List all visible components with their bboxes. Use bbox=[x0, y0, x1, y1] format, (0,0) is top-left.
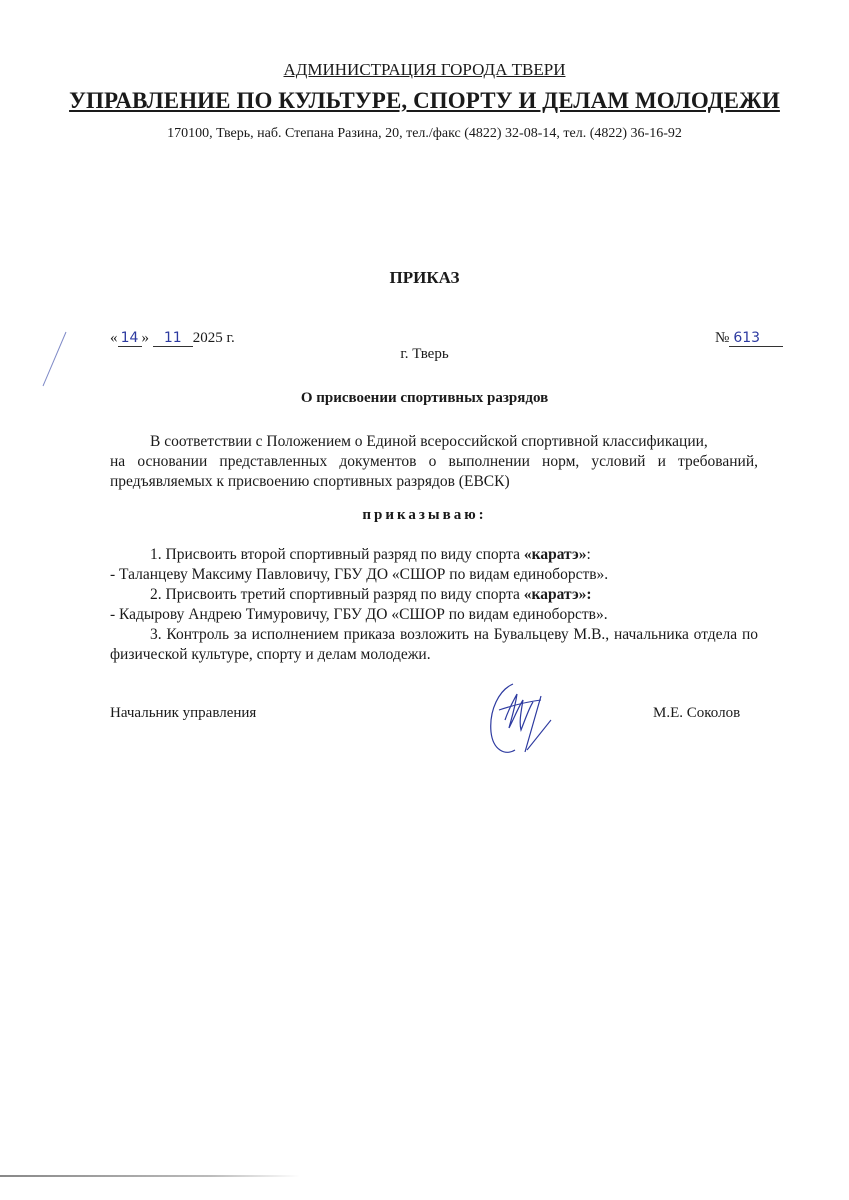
order-item-2 bbox=[110, 585, 758, 605]
item-tail: : bbox=[586, 546, 591, 563]
department-address: 170100, Тверь, наб. Степана Разина, 20, тел./факс (4822) 32-08-14, тел. (4822) 36-16-92 bbox=[167, 126, 682, 141]
preamble-line: В соответствии с Положением о Единой всероссийской спортивной классификации, bbox=[150, 433, 708, 450]
scan-edge-line bbox=[0, 1175, 300, 1177]
document-date bbox=[110, 330, 235, 347]
document-subject: О присвоении спортивных разрядов bbox=[300, 390, 549, 406]
order-items bbox=[110, 545, 758, 665]
order-item-2-person: - Кадырову Андрею Тимуровичу, ГБУ ДО «СШОР по видам единоборств». bbox=[110, 606, 608, 623]
handwritten-signature bbox=[485, 680, 565, 760]
item-text: 2. Присвоить третий спортивный разряд по виду спорта bbox=[150, 586, 524, 603]
signatory-role: Начальник управления bbox=[110, 705, 257, 721]
administration-header: АДМИНИСТРАЦИЯ ГОРОДА ТВЕРИ bbox=[283, 60, 566, 79]
document-city: г. Тверь bbox=[400, 346, 449, 362]
sport-name: «каратэ» bbox=[523, 546, 587, 563]
number-prefix: № bbox=[715, 330, 730, 346]
order-item-1-person: - Таланцеву Максиму Павловичу, ГБУ ДО «СШОР по видам единоборств». bbox=[110, 566, 609, 583]
department-header: УПРАВЛЕНИЕ ПО КУЛЬТУРЕ, СПОРТУ И ДЕЛАМ МОЛОДЕЖИ bbox=[69, 88, 780, 113]
date-open-quote: « bbox=[110, 330, 118, 346]
date-year: 2025 г. bbox=[192, 330, 235, 346]
number-value: 613 bbox=[729, 330, 783, 347]
preamble-line: предъявляемых к присвоению спортивных разрядов (ЕВСК) bbox=[110, 473, 510, 490]
document-type: ПРИКАЗ bbox=[389, 268, 460, 287]
item-text: 1. Присвоить второй спортивный разряд по виду спорта bbox=[150, 546, 524, 563]
document-number bbox=[715, 330, 783, 347]
order-item-1 bbox=[110, 545, 758, 565]
preamble bbox=[110, 432, 758, 492]
date-month: 11 bbox=[153, 330, 193, 347]
order-item-3-control: 3. Контроль за исполнением приказа возложить на Бувальцеву М.В., начальника отдела по физической культуре, спорту и делам молодежи. bbox=[110, 626, 758, 663]
date-day: 14 bbox=[118, 330, 142, 347]
sport-name: «каратэ»: bbox=[523, 586, 592, 603]
date-close-quote: » bbox=[141, 330, 149, 346]
preamble-line: на основании представленных документов о выполнении норм, условий и требований, bbox=[110, 453, 758, 470]
order-word: приказываю: bbox=[362, 507, 487, 523]
signatory-name: М.Е. Соколов bbox=[653, 705, 741, 721]
